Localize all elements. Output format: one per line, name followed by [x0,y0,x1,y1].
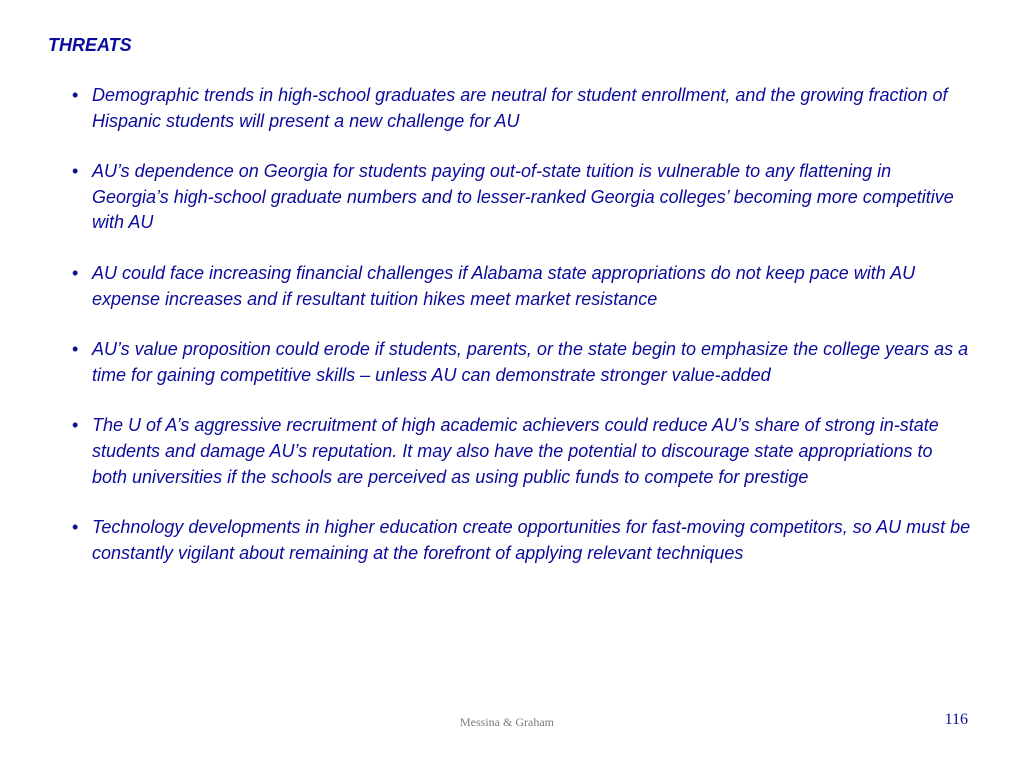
bullet-text: Technology developments in higher education create opportunities for fast-moving competitors, so AU must be constantly vigilant about remaining at the forefront of applying relevant techniques [92,517,971,563]
page-number: 116 [944,711,968,728]
bullet-marker: • [72,339,79,360]
bullet-text: The U of A’s aggressive recruitment of high academic achievers could reduce AU’s share of strong in-state students and damage AU’s reputation. It may also have the potential to discourage state appropriations to both universities if the schools are perceived as using public funds to compete for prestige [92,415,939,487]
bullet-marker: • [72,161,79,182]
bullet-text: AU could face increasing financial challenges if Alabama state appropriations do not keep pace with AU expense increases and if resultant tuition hikes meet market resistance [92,262,916,309]
bullet-text: Demographic trends in high-school graduates are neutral for student enrollment, and the growing fraction of Hispanic students will present a new challenge for AU [92,85,948,131]
footer-credit: Messina & Graham [460,715,554,729]
bullet-text: AU’s dependence on Georgia for students paying out-of-state tuition is vulnerable to any flattening in Georgia’s high-school graduate numbers and to lesser-ranked Georgia colleges’ becoming more competitive with AU [92,161,954,233]
bullet-item [72,515,972,566]
bullet-item [72,261,972,312]
bullet-item [72,83,972,134]
bullet-marker: • [72,415,79,436]
bullet-marker: • [72,85,79,105]
slide-heading: THREATS [48,35,132,55]
bullet-item [72,413,972,490]
bullet-marker: • [72,517,79,538]
bullet-list [72,83,972,591]
bullet-text: AU’s value proposition could erode if students, parents, or the state begin to emphasize the college years as a time for gaining competitive skills – unless AU can demonstrate stronger value-added [92,339,969,385]
bullet-item [72,337,972,388]
bullet-marker: • [72,262,79,283]
bullet-item [72,159,972,236]
